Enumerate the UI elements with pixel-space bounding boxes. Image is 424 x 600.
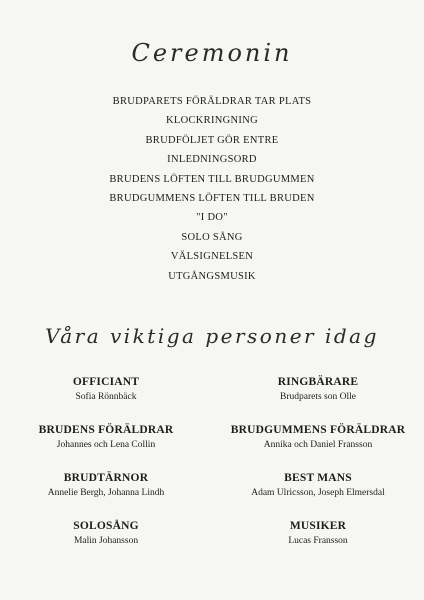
program-item: BRUDGUMMENS LÖFTEN TILL BRUDEN [109, 193, 315, 205]
person-names: Sofia Rönnbäck [75, 392, 137, 402]
program-item: BRUDPARETS FÖRÄLDRAR TAR PLATS [112, 96, 312, 107]
person-role: OFFICIANT [72, 376, 140, 388]
program-item: SOLO SÅNG [181, 231, 243, 243]
person-names: Adam Ulricsson, Joseph Elmersdal [251, 488, 385, 498]
person-role: MUSIKER [289, 520, 347, 532]
program-item: BRUDFÖLJET GÖR ENTRE [145, 134, 279, 146]
person-names: Malin Johansson [73, 536, 139, 546]
person-names: Annelie Bergh, Johanna Lindh [47, 488, 165, 498]
person-names: Brudparets son Olle [280, 392, 356, 402]
person-solo-singer [0, 518, 212, 566]
person-musician [212, 518, 424, 566]
important-people-title: Våra viktiga personer idag [45, 324, 379, 348]
person-names: Annika och Daniel Fransson [263, 440, 373, 450]
person-groom-parents [212, 422, 424, 470]
program-item: KLOCKRINGNING [166, 115, 258, 127]
ceremony-program-list [0, 92, 424, 286]
ceremony-title: Ceremonin [131, 39, 293, 67]
person-bridesmaids [0, 470, 212, 518]
person-names: Johannes och Lena Collin [56, 440, 156, 450]
program-item: VÄLSIGNELSEN [170, 251, 254, 263]
program-item: UTGÅNGSMUSIK [168, 270, 256, 282]
person-officiant [0, 374, 212, 422]
person-role: BRUDGUMMENS FÖRÄLDRAR [230, 424, 406, 436]
program-item: BRUDENS LÖFTEN TILL BRUDGUMMEN [109, 173, 315, 185]
person-role: RINGBÄRARE [277, 376, 359, 388]
program-item: INLEDNINGSORD [167, 154, 257, 166]
person-best-men [212, 470, 424, 518]
person-names: Lucas Fransson [288, 536, 348, 546]
person-ring-bearer [212, 374, 424, 422]
important-people-grid [0, 374, 424, 566]
person-role: SOLOSÅNG [73, 520, 139, 532]
person-role: BEST MANS [284, 472, 352, 484]
person-bride-parents [0, 422, 212, 470]
program-item: "I DO" [196, 212, 228, 224]
person-role: BRUDTÄRNOR [63, 472, 149, 484]
person-role: BRUDENS FÖRÄLDRAR [38, 424, 174, 436]
